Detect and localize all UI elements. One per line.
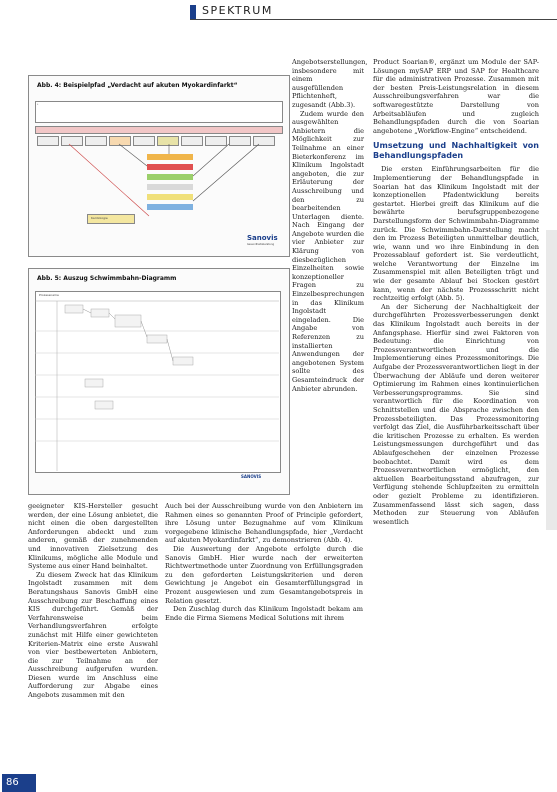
column-right (373, 58, 539, 526)
paragraph: Zu diesem Zweck hat das Klinikum Ingolstadt zusammen mit dem Beratungshaus Sanovis GmbH eine Ausschreibung zur Beschaffung eines KIS durchgeführt. Gemäß der Verfahrensweise beim Verhandlungsverfahren erfolgte zunächst mit Hilfe einer gewichteten Kriterien-Matrix eine erste Auswahl von vier bestbewerteten Anbietern, die zur Teilnahme an der Ausschreibung aufgerufen wurden. Diesen wurde im Anschluss eine Aufforderung zur Abgabe eines Angebots zusammen mit den (28, 570, 158, 700)
figure-5-title: Abb. 5: Auszug Schwimmbahn-Diagramm (37, 275, 177, 282)
paragraph: Auch bei der Ausschreibung wurde von den Anbietern im Rahmen eines so genannten Proof of Principle gefordert, ihre Lösung unter Bezugnahme auf vom Klinikum vorgegebene klinische Behandlungspfade, hier „Verdacht auf akuten Myokardinfarkt“, zu demonstrieren (Abb. 4). (165, 502, 363, 545)
column-left-bottom (28, 502, 158, 700)
cardiology-label: Kardiologie (91, 216, 108, 220)
flow-arrows (29, 76, 289, 256)
sanovis-logo: Sanovis (247, 234, 278, 242)
header-rule (190, 19, 557, 20)
column-middle-bottom (165, 502, 363, 622)
paragraph: An der Sicherung der Nachhaltigkeit der durchgeführten Prozessverbesserungen denkt das Klinikum Ingolstadt auch bereits in der Anfangsphase. Hierfür sind zwei Faktoren von Bedeutung: die Einrichtung von Prozessverantwortlichen und die Implementierung eines Prozessmonitorings. Die Aufgabe der Prozessverantwortlichen liegt in der Überwachung der Abläufe und deren weiterer Optimierung im Rahmen eines kontinuierlichen Verbesserungsprogramms. Sie sind verantwortlich für die Koordination von Schnittstellen und die Absprache zwischen den Prozessbeteiligten. Das Prozessmonitoring verfolgt das Ziel, die Ausführbarkeitsschaft über die kritischen Prozesse zu erhalten. Es werden Leistungsmessungen durchgeführt und das Ablaufgeschehen der einzelnen Prozesse beobachtet. Damit wird es dem Prozessverantwortlichen ermöglicht, den aktuellen Bearbeitungsstand abzufragen, zur Verfügung stehende Schlupfzeiten zu ermitteln oder gezielt Probleme zu identifizieren. Zusammenfassend lässt sich sagen, dass Methoden zur Steuerung von Abläufen wesentlich (373, 302, 539, 526)
process-col: • (37, 103, 39, 106)
sanovis-logo-sub: Gesundheitsberatung (247, 243, 275, 246)
paragraph: Den Zuschlag durch das Klinikum Ingolstadt bekam am Ende die Firma Siemens Medical Solutions mit ihrem (165, 605, 363, 622)
figure-4 (28, 75, 290, 257)
paragraph: Zudem wurde den ausgewählten Anbietern die Möglichkeit zur Teilnahme an einer Bieterkonferenz im Klinikum Ingolstadt angeboten, die zur Erläuterung der Ausschreibung und den zu bearbeitenden Unterlagen diente. Nach Eingang der Angebote wurden die vier Anbieter zur Klärung von diesbezüglichen Einzelheiten sowie konzeptioneller Fragen zu Einzelbesprechungen in das Klinikum Ingolstadt eingeladen. Die Angabe von Referenzen zu installierten Anwendungen der angebotenen System sollte des Gesamteindruck der Anbieter abrunden. (292, 109, 365, 393)
swimlane-header: Prozessname (39, 293, 59, 297)
paragraph: Die Auswertung der Angebote erfolgte durch die Sanovis GmbH. Hier wurde nach der erweiterten Richtwertmethode unter Zuordnung von Erfüllungsgraden zu den geforderten Leistungskriterien und deren Gewichtung je Angebot ein Gesamterfüllungsgrad in Prozent ausgewiesen und zum Gesamtangebotspreis in Relation gesetzt. (165, 544, 363, 605)
page-number: 86 (2, 774, 36, 792)
paragraph: Product Soarian®, ergänzt um Module der SAP-Lösungen mySAP ERP und SAP for Healthcare für die administrativen Prozesse. Zusammen mit der besten Preis-Leistungsrelation in diesem Ausschreibungsverfahren war die softwaregestützte Darstellung von Arbeitsabläufen und zugleich Behandlungspfaden durch die von Soarian angebotene „Workflow-Engine“ entscheidend. (373, 58, 539, 135)
paragraph: Die ersten Einführungsarbeiten für die Implementierung der Behandlungspfade in Soarian hat das Klinikum Ingolstadt mit der konzeptionellen Pfadentwicklung bereits gestartet. Hierbei greift das Klinikum auf die bewährte berufsgruppenbezogene Darstellungsform der Schwimmbahn-Diagramme zurück. Die Schwimmbahn-Darstellung macht den im Prozess Beteiligten unmittelbar deutlich, wie, wann und wo ihre Einbindung in den Prozessablauf gefordert ist. Sie verdeutlicht, welche Verantwortung der Einzelne im Zusammenspiel mit allen Beteiligten trägt und wie der gesamte Ablauf bei Stocken gestört kann, wenn der nächste Prozessschritt nicht rechtzeitig erfolgt (Abb. 5). (373, 165, 539, 303)
paragraph: geeigneter KIS-Hersteller gesucht werden, der eine Lösung anbietet, die nicht einen die oben dargestellten Anforderungen abdeckt und zum anderen, gemäß der zunehmenden und innovativen Zielsetzung des Klinikums, mögliche alle Module und Systeme aus einer Hand beinhaltet. (28, 502, 158, 571)
page-header (0, 0, 557, 20)
sanovis-logo-small: SANOVIS (241, 474, 262, 479)
figure-4-title: Abb. 4: Beispielpfad „Verdacht auf akuten Myokardinfarkt“ (37, 82, 238, 89)
section-heading: Umsetzung und Nachhaltigkeit von Behandlungspfaden (373, 141, 539, 161)
figure-5 (28, 268, 290, 495)
section-title: SPEKTRUM (202, 4, 273, 17)
page-edge-shade (546, 230, 557, 530)
swimlanes (35, 291, 279, 471)
column-middle-narrow (292, 58, 368, 393)
paragraph: Angebotserstellungen, insbesondere mit einem ausgefüllenden Pflichtenheft, zugesandt (Abb.3). (292, 58, 368, 109)
header-accent-bar (190, 5, 196, 19)
